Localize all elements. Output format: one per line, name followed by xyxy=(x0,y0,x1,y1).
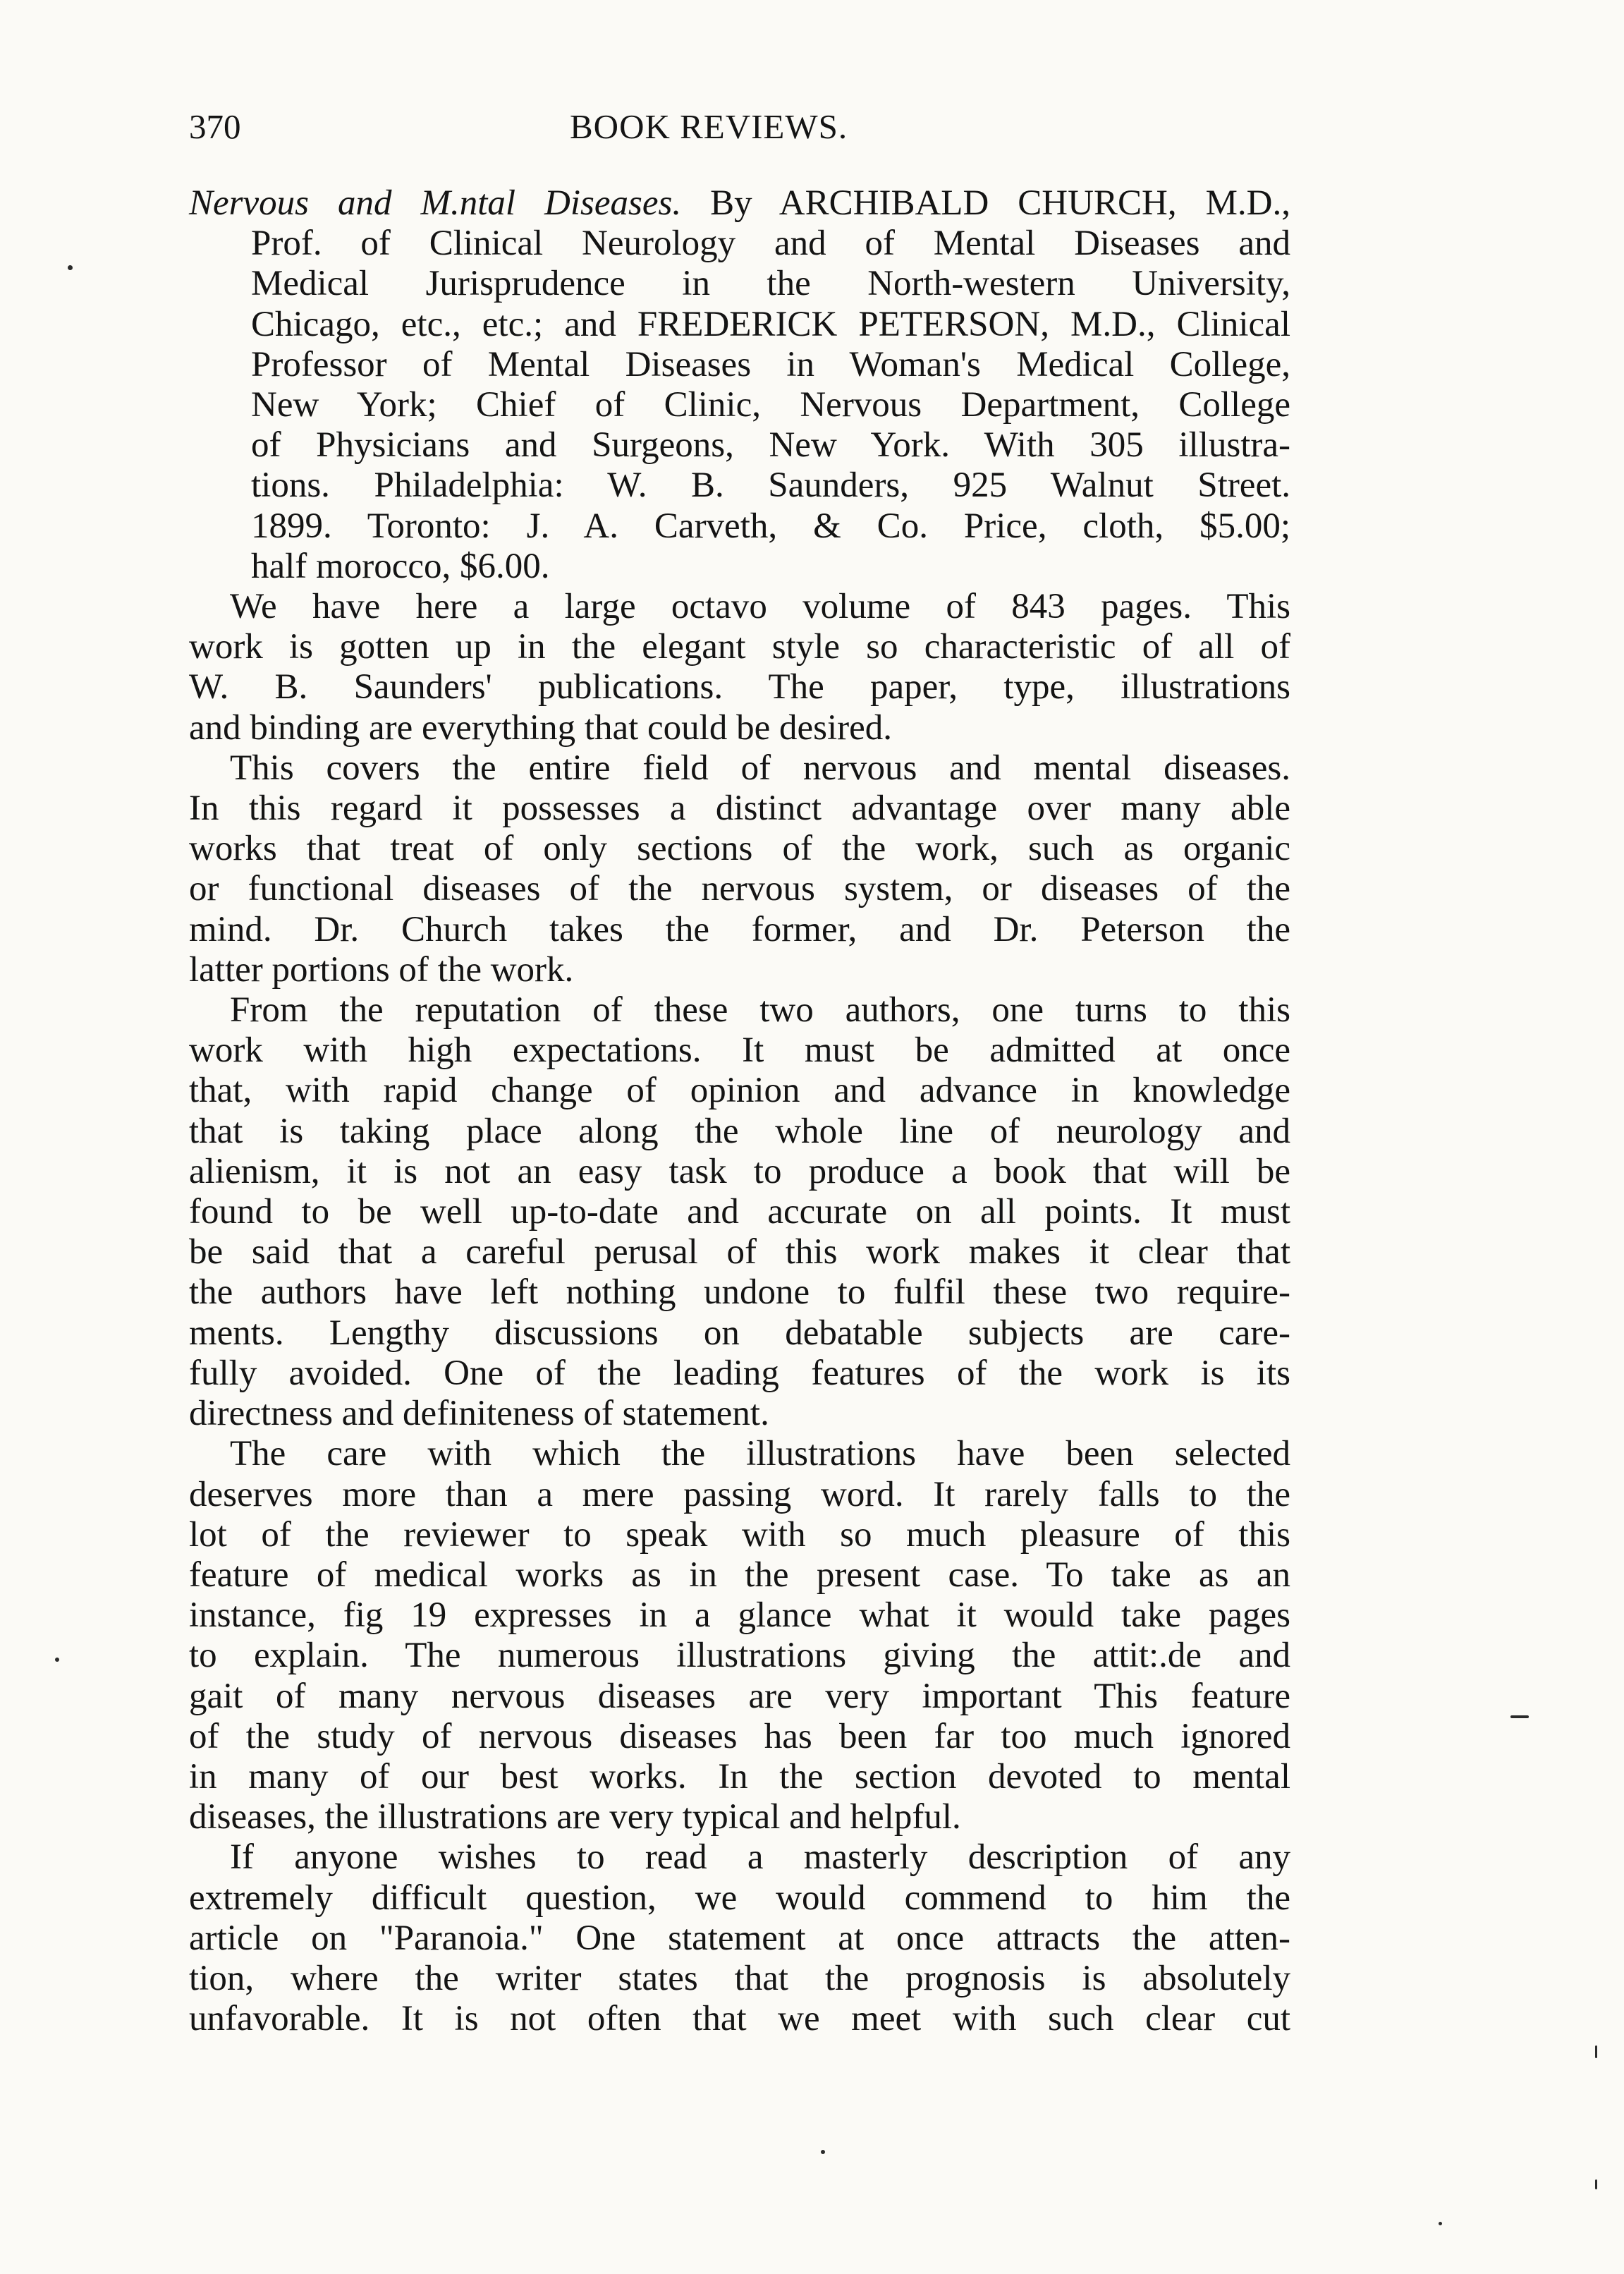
text-line: alienism, it is not an easy task to produce a book that will be xyxy=(189,1151,1290,1191)
text-line: We have here a large octavo volume of 843 pages. This xyxy=(230,587,1290,627)
text-line: From the reputation of these two authors, one turns to this xyxy=(230,990,1290,1030)
text-line: be said that a careful perusal of this work makes it clear that xyxy=(189,1232,1290,1272)
text-line: W. B. Saunders' publications. The paper, type, illustrations xyxy=(189,667,1290,707)
text-line: instance, fig 19 expresses in a glance what it would take pages xyxy=(189,1595,1290,1636)
text-line: the authors have left nothing undone to fulfil these two require- xyxy=(189,1272,1290,1313)
text-line: This covers the entire field of nervous and mental diseases. xyxy=(230,748,1290,788)
text-line: tion, where the writer states that the prognosis is absolutely xyxy=(189,1958,1290,1998)
scan-speck xyxy=(1439,2222,1442,2225)
text-line: that, with rapid change of opinion and advance in knowledge xyxy=(189,1071,1290,1111)
review-paragraph xyxy=(189,748,1290,990)
text-line: article on "Paranoia." One statement at once attracts the atten- xyxy=(189,1918,1290,1958)
text-line: to explain. The numerous illustrations giving the attit:.de and xyxy=(189,1636,1290,1676)
book-title: Nervous and M.ntal Diseases. xyxy=(189,183,682,223)
running-title: BOOK REVIEWS. xyxy=(570,107,848,146)
citation-line: half morocco, $6.00. xyxy=(251,546,550,586)
book-citation xyxy=(189,183,1290,587)
citation-line: New York; Chief of Clinic, Nervous Department, College xyxy=(251,385,1290,425)
text-line: extremely difficult question, we would commend to him the xyxy=(189,1878,1290,1918)
scan-speck xyxy=(68,265,73,270)
review-paragraph xyxy=(189,1837,1290,2039)
text-line: deserves more than a mere passing word. It rarely falls to the xyxy=(189,1474,1290,1514)
review-text xyxy=(189,183,1290,2039)
review-paragraph xyxy=(189,1434,1290,1837)
text-line: that is taking place along the whole line of neurology and xyxy=(189,1111,1290,1151)
citation-line: 1899. Toronto: J. A. Carveth, & Co. Price, cloth, $5.00; xyxy=(251,506,1290,546)
scan-speck xyxy=(1595,2045,1597,2058)
citation-line: Professor of Mental Diseases in Woman's Medical College, xyxy=(251,344,1290,384)
text-line: ments. Lengthy discussions on debatable subjects are care- xyxy=(189,1313,1290,1353)
citation-line: Nervous and M.ntal Diseases. By ARCHIBALD CHURCH, M.D., xyxy=(189,183,1290,223)
text-line: gait of many nervous diseases are very important This feature xyxy=(189,1676,1290,1716)
citation-line: Prof. of Clinical Neurology and of Mental Diseases and xyxy=(251,224,1290,264)
text-line: fully avoided. One of the leading features of the work is its xyxy=(189,1353,1290,1393)
citation-line: of Physicians and Surgeons, New York. With 305 illustra- xyxy=(251,425,1290,466)
citation-line: tions. Philadelphia: W. B. Saunders, 925 Walnut Street. xyxy=(251,466,1290,506)
text-line: mind. Dr. Church takes the former, and Dr. Peterson the xyxy=(189,909,1290,949)
text-line: In this regard it possesses a distinct advantage over many able xyxy=(189,789,1290,829)
text-line: feature of medical works as in the present case. To take as an xyxy=(189,1555,1290,1595)
text-line: work with high expectations. It must be admitted at once xyxy=(189,1030,1290,1071)
review-paragraph xyxy=(189,587,1290,748)
scan-speck xyxy=(1595,2179,1597,2189)
scan-speck xyxy=(55,1658,59,1662)
review-paragraph xyxy=(189,990,1290,1434)
page-number: 370 xyxy=(189,107,241,146)
text-line: If anyone wishes to read a masterly description of any xyxy=(230,1837,1290,1878)
scan-speck xyxy=(821,2150,825,2154)
text-line: lot of the reviewer to speak with so much pleasure of this xyxy=(189,1514,1290,1555)
text-line: diseases, the illustrations are very typical and helpful. xyxy=(189,1797,961,1837)
text-line: or functional diseases of the nervous system, or diseases of the xyxy=(189,869,1290,909)
text-line: directness and definiteness of statement. xyxy=(189,1394,769,1434)
text-line: and binding are everything that could be desired. xyxy=(189,707,893,748)
citation-line: Medical Jurisprudence in the North-western University, xyxy=(251,264,1290,304)
text-line: of the study of nervous diseases has been far too much ignored xyxy=(189,1716,1290,1756)
scan-speck xyxy=(1510,1715,1529,1718)
text-line: The care with which the illustrations have been selected xyxy=(230,1434,1290,1474)
text-line: in many of our best works. In the section devoted to mental xyxy=(189,1756,1290,1796)
text-line: work is gotten up in the elegant style so characteristic of all of xyxy=(189,627,1290,667)
text-line: unfavorable. It is not often that we meet with such clear cut xyxy=(189,1999,1290,2039)
running-head xyxy=(189,106,1289,148)
text-line: latter portions of the work. xyxy=(189,949,574,990)
text-line: works that treat of only sections of the work, such as organic xyxy=(189,829,1290,869)
citation-line: Chicago, etc., etc.; and FREDERICK PETERSON, M.D., Clinical xyxy=(251,304,1290,344)
text-line: found to be well up-to-date and accurate on all points. It must xyxy=(189,1192,1290,1232)
